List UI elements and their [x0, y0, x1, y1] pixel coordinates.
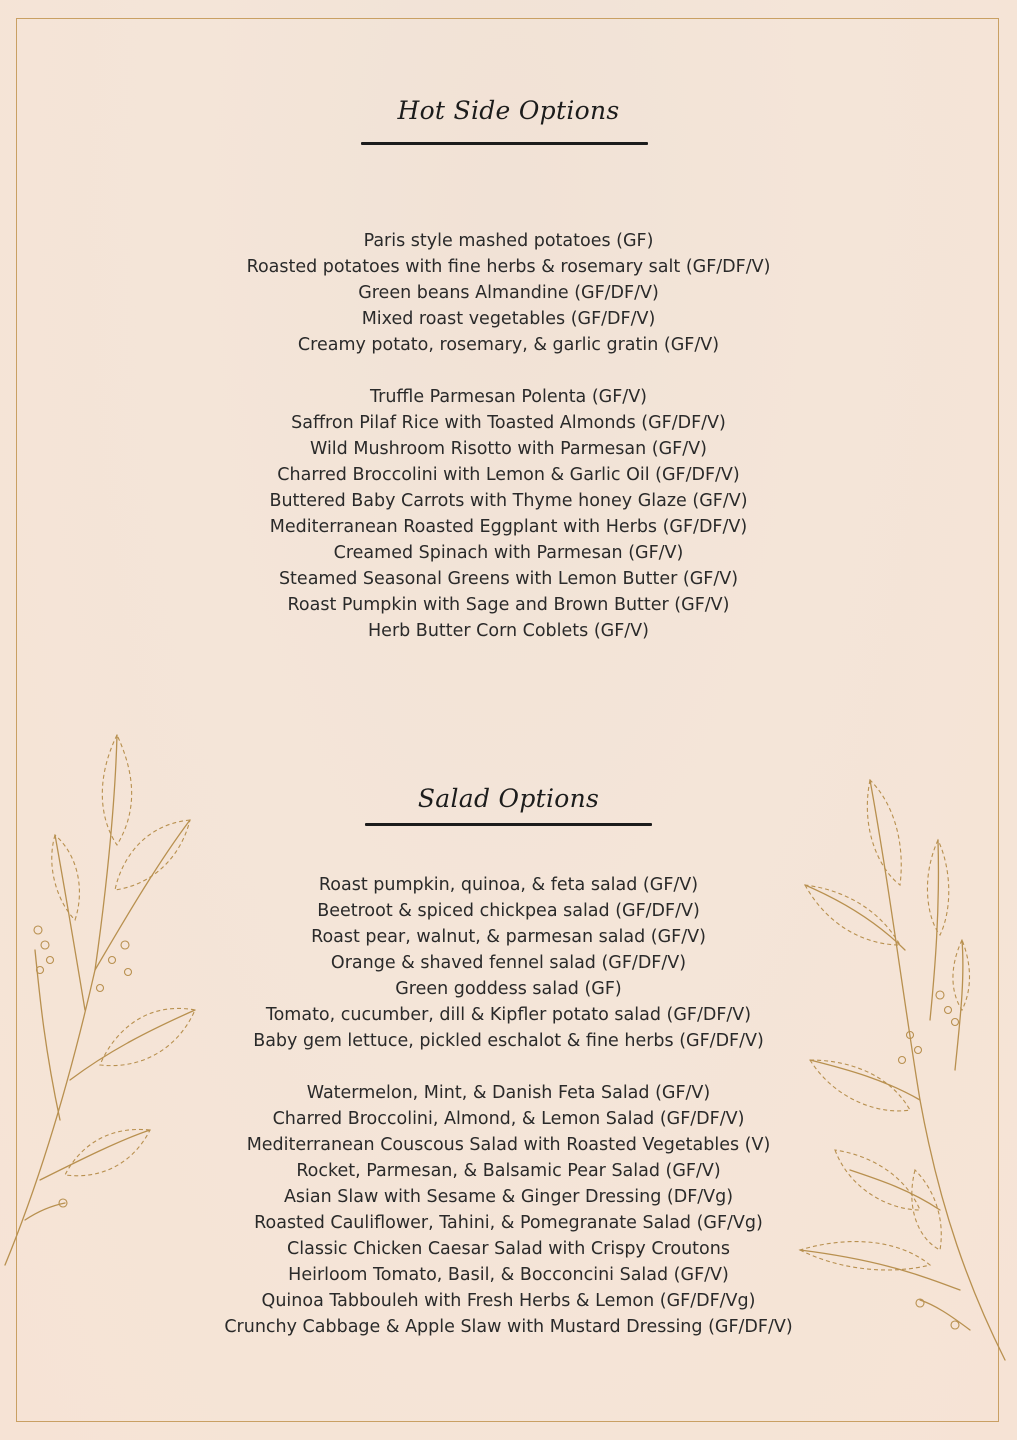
menu-item: Roast pumpkin, quinoa, & feta salad (GF/V): [318, 875, 699, 895]
menu-item: Herb Butter Corn Coblets (GF/V): [368, 621, 649, 641]
list-spacer: [0, 1054, 1017, 1080]
menu-item: Saffron Pilaf Rice with Toasted Almonds (GF/DF/V): [291, 413, 726, 433]
menu-item: Roast pear, walnut, & parmesan salad (GF/V): [311, 927, 706, 947]
menu-item: Buttered Baby Carrots with Thyme honey Glaze (GF/V): [269, 491, 748, 511]
menu-item: Wild Mushroom Risotto with Parmesan (GF/V): [310, 439, 707, 459]
hot-side-underline: [361, 142, 648, 145]
menu-item: Orange & shaved fennel salad (GF/DF/V): [330, 953, 687, 973]
menu-item: Steamed Seasonal Greens with Lemon Butter (GF/V): [278, 569, 739, 589]
menu-item: Creamed Spinach with Parmesan (GF/V): [333, 543, 684, 563]
menu-item: Charred Broccolini, Almond, & Lemon Salad (GF/DF/V): [272, 1109, 745, 1129]
menu-item: Baby gem lettuce, pickled eschalot & fine herbs (GF/DF/V): [253, 1031, 764, 1051]
menu-item: Rocket, Parmesan, & Balsamic Pear Salad (GF/V): [296, 1161, 721, 1181]
menu-item: Paris style mashed potatoes (GF): [363, 231, 654, 251]
hot-side-list: [0, 228, 1017, 644]
menu-item: Classic Chicken Caesar Salad with Crispy Croutons: [287, 1239, 730, 1259]
menu-item: Tomato, cucumber, dill & Kipfler potato salad (GF/DF/V): [265, 1005, 752, 1025]
menu-item: Roasted potatoes with fine herbs & rosemary salt (GF/DF/V): [246, 257, 771, 277]
menu-item: Roasted Cauliflower, Tahini, & Pomegranate Salad (GF/Vg): [254, 1213, 763, 1233]
menu-item: Truffle Parmesan Polenta (GF/V): [370, 387, 647, 407]
menu-item: Charred Broccolini with Lemon & Garlic Oil (GF/DF/V): [277, 465, 740, 485]
menu-item: Mixed roast vegetables (GF/DF/V): [361, 309, 656, 329]
menu-item: Mediterranean Couscous Salad with Roasted Vegetables (V): [246, 1135, 771, 1155]
menu-item: Crunchy Cabbage & Apple Slaw with Mustard Dressing (GF/DF/V): [224, 1317, 793, 1337]
salad-underline: [365, 823, 652, 826]
menu-item: Creamy potato, rosemary, & garlic gratin (GF/V): [297, 335, 720, 355]
menu-item: Heirloom Tomato, Basil, & Bocconcini Salad (GF/V): [288, 1265, 729, 1285]
menu-item: Asian Slaw with Sesame & Ginger Dressing (DF/Vg): [283, 1187, 734, 1207]
list-spacer: [0, 358, 1017, 384]
menu-item: Green beans Almandine (GF/DF/V): [358, 283, 659, 303]
menu-item: Mediterranean Roasted Eggplant with Herbs (GF/DF/V): [269, 517, 748, 537]
menu-item: Roast Pumpkin with Sage and Brown Butter (GF/V): [287, 595, 730, 615]
salad-title: Salad Options: [417, 784, 600, 813]
salad-list: [0, 872, 1017, 1340]
hot-side-title: Hot Side Options: [397, 96, 620, 125]
menu-item: Quinoa Tabbouleh with Fresh Herbs & Lemon (GF/DF/Vg): [261, 1291, 756, 1311]
menu-item: Green goddess salad (GF): [395, 979, 622, 999]
menu-item: Watermelon, Mint, & Danish Feta Salad (GF/V): [306, 1083, 711, 1103]
menu-item: Beetroot & spiced chickpea salad (GF/DF/V): [317, 901, 700, 921]
